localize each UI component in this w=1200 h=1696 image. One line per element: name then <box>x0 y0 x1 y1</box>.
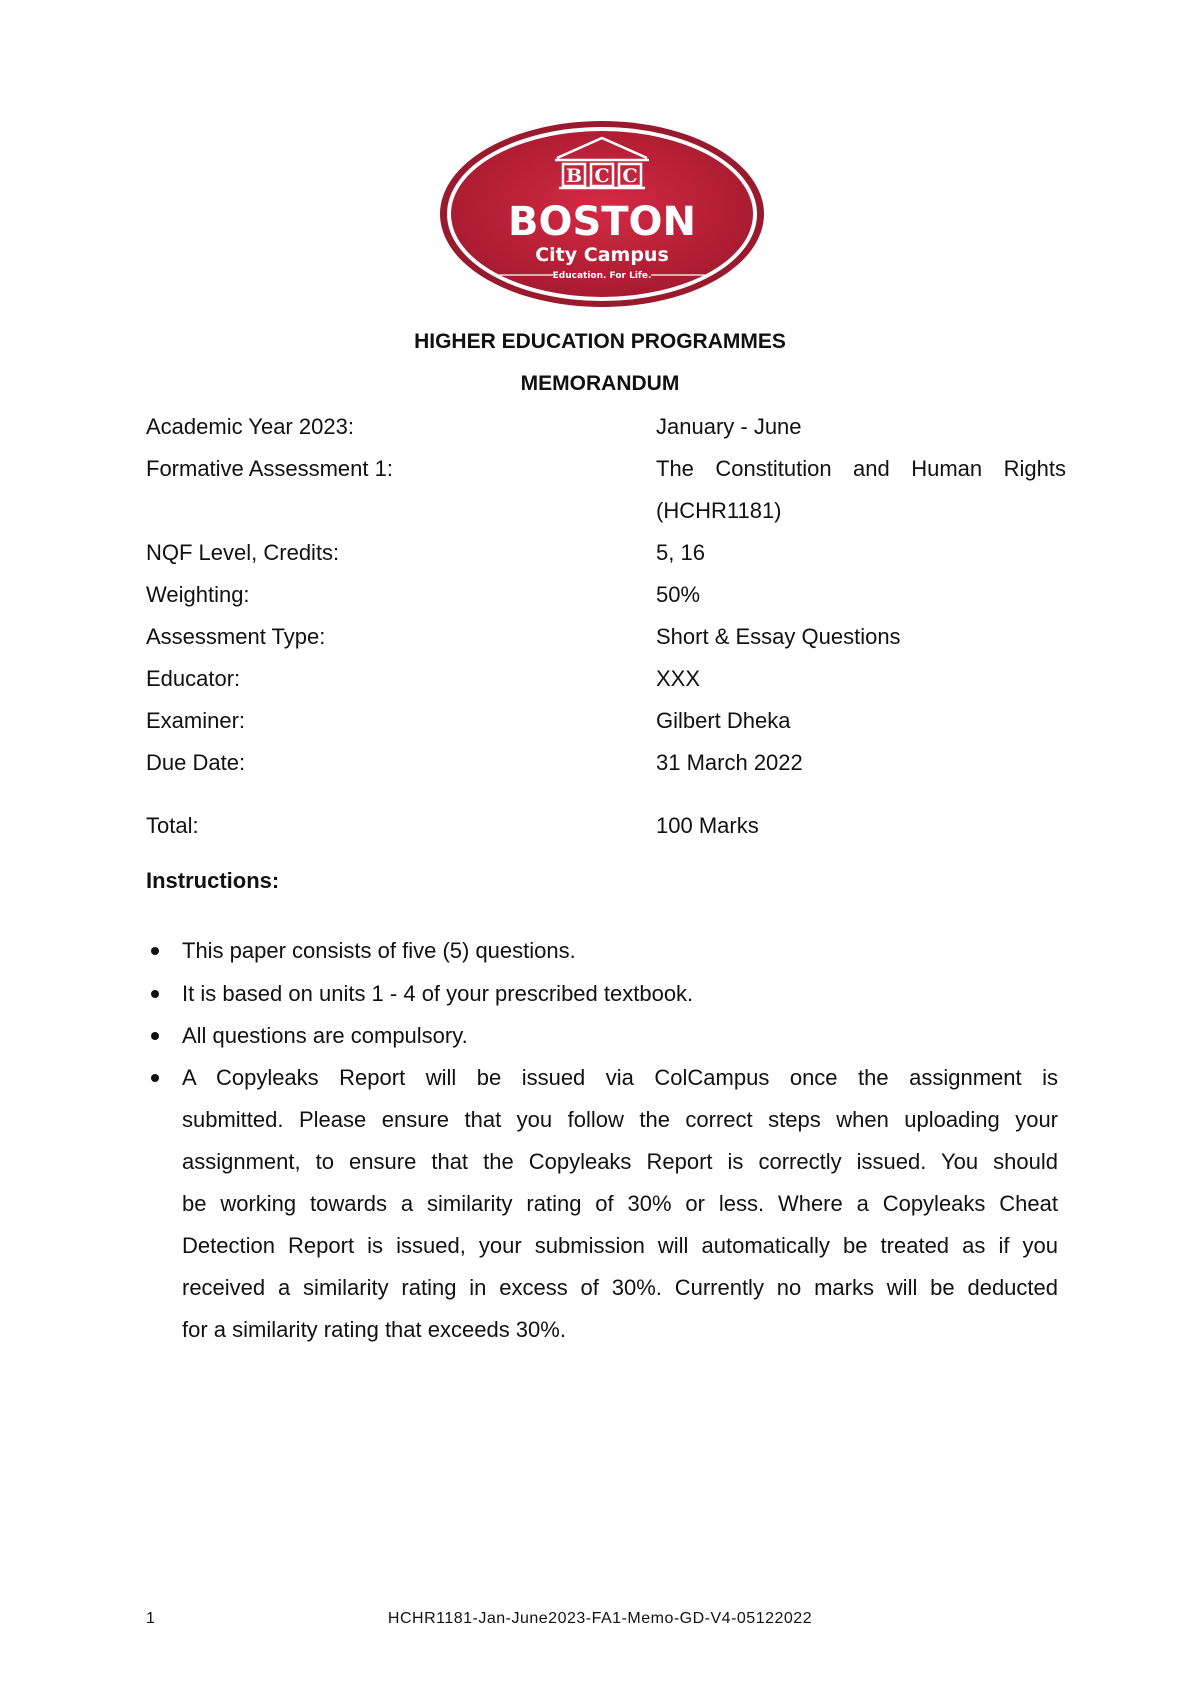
logo-tagline: Education. For Life. <box>552 271 652 281</box>
info-label: Assessment Type: <box>146 624 326 649</box>
info-label: Weighting: <box>146 582 250 607</box>
info-value-line: The Constitution and Human Rights <box>656 456 1066 481</box>
logo-subtitle: City Campus <box>535 244 669 266</box>
info-label: NQF Level, Credits: <box>146 540 340 565</box>
info-value-line: (HCHR1181) <box>656 498 782 523</box>
instructions-title: Instructions: <box>146 868 280 893</box>
info-label: Educator: <box>146 666 241 691</box>
list-item-copyleaks <box>146 1057 1058 1351</box>
paragraph-line: submitted. Please ensure that you follow the correct steps when uploading your <box>182 1107 1058 1132</box>
bullet-icon <box>151 1074 159 1082</box>
boston-city-campus-logo <box>437 118 767 310</box>
info-value: 5, 16 <box>656 540 705 565</box>
info-value: Gilbert Dheka <box>656 708 791 733</box>
logo-initial-2: C <box>594 165 610 187</box>
info-value: 100 Marks <box>656 813 759 838</box>
info-value: 50% <box>656 582 701 607</box>
info-label: Examiner: <box>146 708 246 733</box>
list-item-text: This paper consists of five (5) questions. <box>182 938 576 963</box>
info-value: January - June <box>656 414 802 439</box>
bullet-icon <box>151 990 159 998</box>
info-value: Short & Essay Questions <box>656 624 901 649</box>
page-number: 1 <box>146 1610 155 1627</box>
paragraph-line: be working towards a similarity rating of 30% or less. Where a Copyleaks Cheat <box>182 1191 1058 1216</box>
info-label: Total: <box>146 813 199 838</box>
info-value: XXX <box>656 666 701 691</box>
paragraph-line: Detection Report is issued, your submission will automatically be treated as if you <box>182 1233 1058 1258</box>
instructions-list <box>146 930 1058 1351</box>
paragraph-line: received a similarity rating in excess of 30%. Currently no marks will be deducted <box>182 1275 1058 1300</box>
bullet-icon <box>151 947 159 955</box>
document-title: HIGHER EDUCATION PROGRAMMES <box>414 330 786 353</box>
list-item-text: All questions are compulsory. <box>182 1023 468 1048</box>
paragraph-line: A Copyleaks Report will be issued via ColCampus once the assignment is <box>182 1065 1058 1090</box>
info-label: Due Date: <box>146 750 246 775</box>
document-code: HCHR1181-Jan-June2023-FA1-Memo-GD-V4-05122022 <box>387 1610 813 1627</box>
paragraph-line: assignment, to ensure that the Copyleaks Report is correctly issued. You should <box>182 1149 1058 1174</box>
list-item <box>146 1015 1058 1057</box>
list-item <box>146 930 1058 972</box>
info-label: Academic Year 2023: <box>146 414 354 439</box>
bullet-icon <box>151 1032 159 1040</box>
logo-name: BOSTON <box>507 199 697 245</box>
document-subtitle: MEMORANDUM <box>520 372 680 395</box>
info-value <box>656 448 1066 532</box>
info-row-formative-assessment <box>146 448 1066 532</box>
logo-initial-1: B <box>565 165 583 187</box>
info-label: Formative Assessment 1: <box>146 456 393 481</box>
info-value: 31 March 2022 <box>656 750 803 775</box>
paragraph-line: for a similarity rating that exceeds 30%. <box>182 1317 566 1342</box>
list-item-text: It is based on units 1 - 4 of your prescribed textbook. <box>182 981 694 1006</box>
list-item <box>146 973 1058 1015</box>
logo-initial-3: C <box>622 165 638 187</box>
